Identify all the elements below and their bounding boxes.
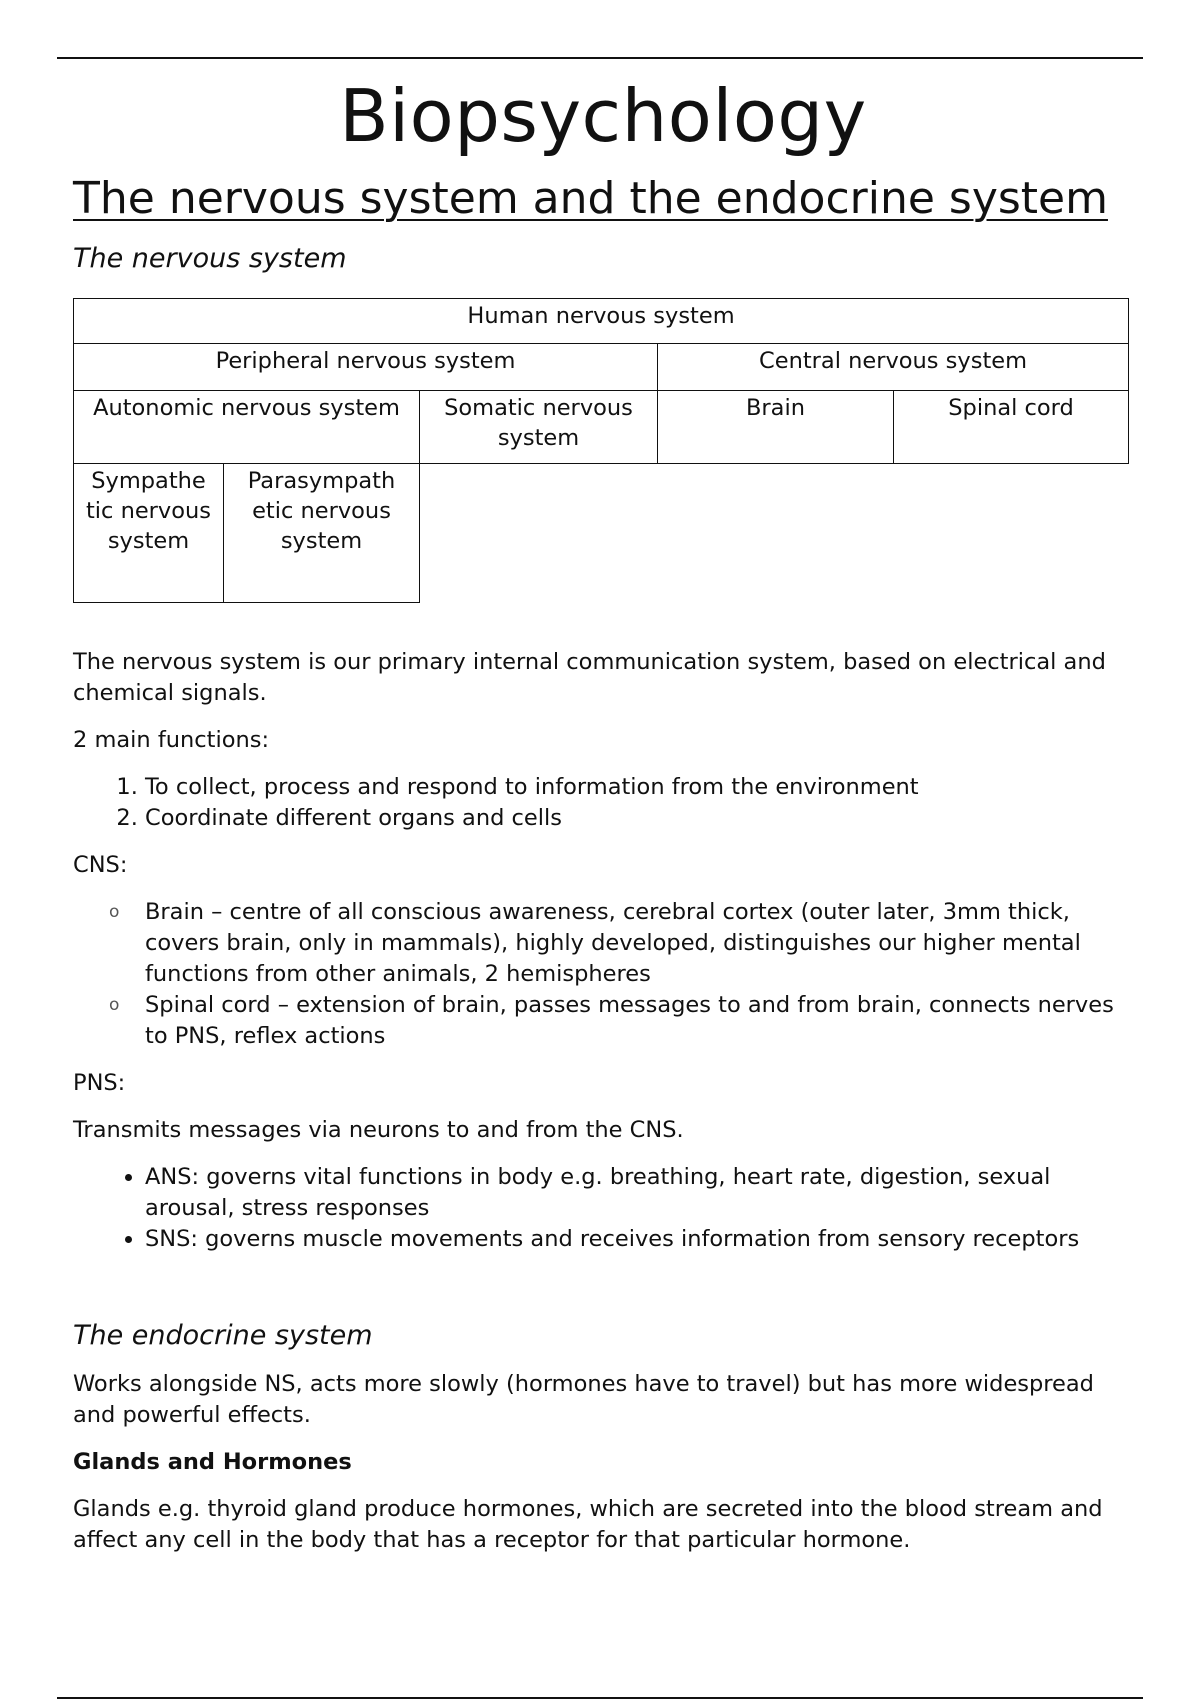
- endocrine-intro: Works alongside NS, acts more slowly (hormones have to travel) but has more widespread and powerful effects.: [73, 1371, 1094, 1428]
- glands-heading: Glands and Hormones: [73, 1449, 352, 1475]
- nervous-system-heading: The nervous system: [73, 243, 347, 274]
- pns-intro: Transmits messages via neurons to and from the CNS.: [73, 1117, 684, 1143]
- document-page: [73, 72, 1133, 1556]
- endocrine-system-heading: The endocrine system: [73, 1320, 373, 1351]
- nervous-system-intro: The nervous system is our primary internal communication system, based on electrical and chemical signals.: [73, 649, 1106, 706]
- nervous-system-table: [73, 298, 1129, 603]
- list-item: 1. To collect, process and respond to information from the environment: [145, 772, 1133, 803]
- table-cell-somatic: Somatic nervous system: [420, 391, 658, 464]
- bottom-rule: [57, 1697, 1143, 1699]
- table-cell-sympathetic: Sympathe tic nervous system: [74, 464, 224, 603]
- list-item: o Brain – centre of all conscious awareness, cerebral cortex (outer later, 3mm thick, covers brain, only in mammals), highly developed, distinguishes our higher mental functions from other animals, 2 hemispheres: [145, 897, 1133, 990]
- document-title: Biopsychology: [339, 74, 867, 158]
- table-cell-central: Central nervous system: [658, 344, 1129, 391]
- list-item: 2. Coordinate different organs and cells: [145, 803, 1133, 834]
- section-title: The nervous system and the endocrine system: [73, 173, 1108, 224]
- table-cell-brain: Brain: [658, 391, 894, 464]
- list-item: • SNS: governs muscle movements and receives information from sensory receptors: [145, 1224, 1133, 1255]
- table-empty-space: [420, 464, 1129, 603]
- cns-list: [73, 897, 1133, 1052]
- table-cell-human-nervous-system: Human nervous system: [74, 299, 1129, 344]
- glands-text: Glands e.g. thyroid gland produce hormones, which are secreted into the blood stream and affect any cell in the body that has a receptor for that particular hormone.: [73, 1496, 1103, 1553]
- pns-label: PNS:: [73, 1070, 126, 1096]
- list-item: o Spinal cord – extension of brain, passes messages to and from brain, connects nerves to PNS, reflex actions: [145, 990, 1133, 1052]
- top-rule: [57, 57, 1143, 59]
- functions-list: [73, 772, 1133, 834]
- cns-label: CNS:: [73, 852, 128, 878]
- list-item: • ANS: governs vital functions in body e.g. breathing, heart rate, digestion, sexual arousal, stress responses: [145, 1162, 1133, 1224]
- table-cell-parasympathetic: Parasympath etic nervous system: [224, 464, 420, 603]
- table-cell-autonomic: Autonomic nervous system: [74, 391, 420, 464]
- pns-list: [73, 1162, 1133, 1255]
- table-cell-peripheral: Peripheral nervous system: [74, 344, 658, 391]
- functions-label: 2 main functions:: [73, 727, 270, 753]
- table-cell-spinal-cord: Spinal cord: [894, 391, 1129, 464]
